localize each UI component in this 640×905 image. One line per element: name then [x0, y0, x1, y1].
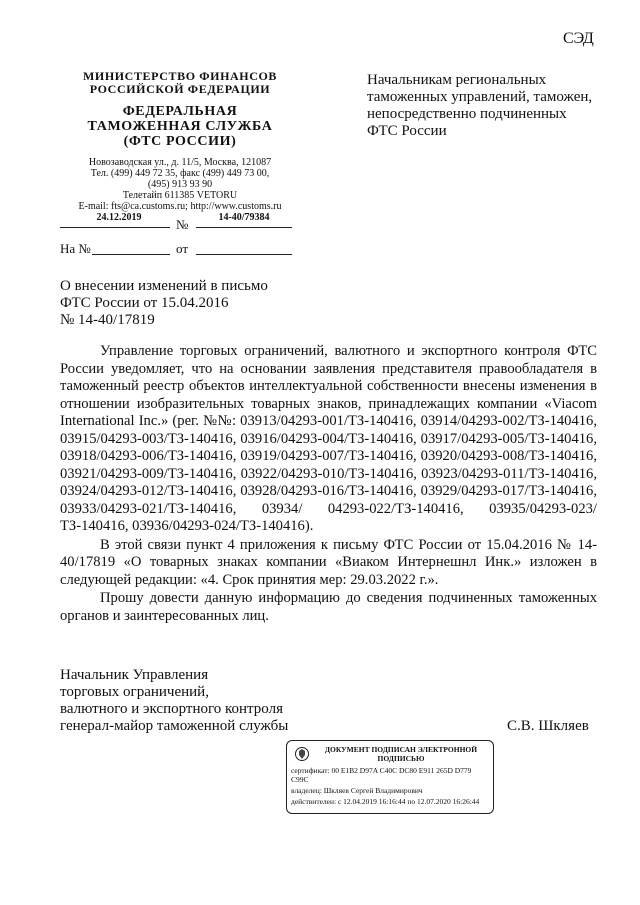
- letter-body: [60, 343, 597, 625]
- letterhead: [60, 70, 300, 212]
- address-block: Новозаводская ул., д. 11/5, Москва, 121087 Тел. (499) 449 72 35, факс (499) 449 73 00, (495) 913 93 90 Телетайп 611385 VETORU E-mail: fts@ca.customs.ru; http://www.customs.ru: [78, 157, 282, 212]
- e-signature-stamp: [286, 740, 494, 814]
- reply-number-line: [92, 240, 170, 255]
- stamp-validity: действителен: с 12.04.2019 16:16:44 по 12.07.2020 16:26:44: [291, 797, 480, 806]
- service-name: ФЕДЕРАЛЬНАЯ ТАМОЖЕННАЯ СЛУЖБА (ФТС РОССИИ): [87, 104, 273, 149]
- paragraph-2: В этой связи пункт 4 приложения к письму ФТС России от 15.04.2016 № 14-40/17819 «О товарных знаках компании «Виаком Интернешнл Инк.» изложен в следующей редакции: «4. Срок принятия мер: 29.03.2022 г.».: [60, 536, 597, 588]
- stamp-details: [291, 766, 489, 806]
- paragraph-1: Управление торговых ограничений, валютного и экспортного контроля ФТС России уведомляет, что на основании заявления представителя правообладателя в таможенный реестр объектов интеллектуальной собственности внесены изменения в отношении изобразительных товарных знаков, принадлежащих компании «Viacom International Inc.» (рег. №№: 03913/04293-001/ТЗ-140416, 03914/04293-002/ТЗ-140416, 03915/04293-003/ТЗ-140416, 03916/04293-004/ТЗ-140416, 03917/04293-005/ТЗ-140416, 03918/04293-006/ТЗ-140416, 03919/04293-007/ТЗ-140416, 03920/04293-008/ТЗ-140416, 03921/04293-009/ТЗ-140416, 03922/04293-010/ТЗ-140416, 03923/04293-011/ТЗ-140416, 03924/04293-012/ТЗ-140416, 03928/04293-016/ТЗ-140416, 03929/04293-017/ТЗ-140416, 03933/04293-021/ТЗ-140416, 03934/ 04293-022/ТЗ-140416, 03935/04293-023/ТЗ-140416, 03936/04293-024/ТЗ-140416).: [60, 343, 597, 534]
- paragraph-3: Прошу довести данную информацию до сведения подчиненных таможенных органов и заинтересованных лиц.: [60, 590, 597, 624]
- emblem-icon: [294, 746, 310, 762]
- stamp-owner: владелец: Шкляев Сергей Владимирович: [291, 786, 423, 795]
- addressee: Начальникам региональных таможенных управлений, таможен, непосредственно подчиненных ФТС России: [367, 72, 593, 139]
- number-sign: №: [176, 217, 189, 232]
- date-field: 24.12.2019: [60, 212, 170, 228]
- corner-label: СЭД: [563, 30, 594, 47]
- subject: О внесении изменений в письмо ФТС России от 15.04.2016 № 14-40/17819: [60, 278, 268, 328]
- signatory-position: Начальник Управления торговых ограничений, валютного и экспортного контроля генерал-майор таможенной службы: [60, 667, 289, 734]
- stamp-certificate: сертификат: 00 E1B2 D97A C40C DC80 E911 265D D779 C99C: [291, 766, 472, 784]
- number-field: 14-40/79384: [196, 212, 292, 228]
- signatory-name: С.В. Шкляев: [507, 718, 589, 734]
- reply-date-line: [196, 240, 292, 255]
- ministry-name: МИНИСТЕРСТВО ФИНАНСОВ РОССИЙСКОЙ ФЕДЕРАЦИИ: [82, 69, 278, 96]
- from-label: от: [176, 241, 189, 256]
- reply-label: На №: [60, 241, 91, 256]
- stamp-title: ДОКУМЕНТ ПОДПИСАН ЭЛЕКТРОННОЙ ПОДПИСЬЮ: [324, 745, 478, 763]
